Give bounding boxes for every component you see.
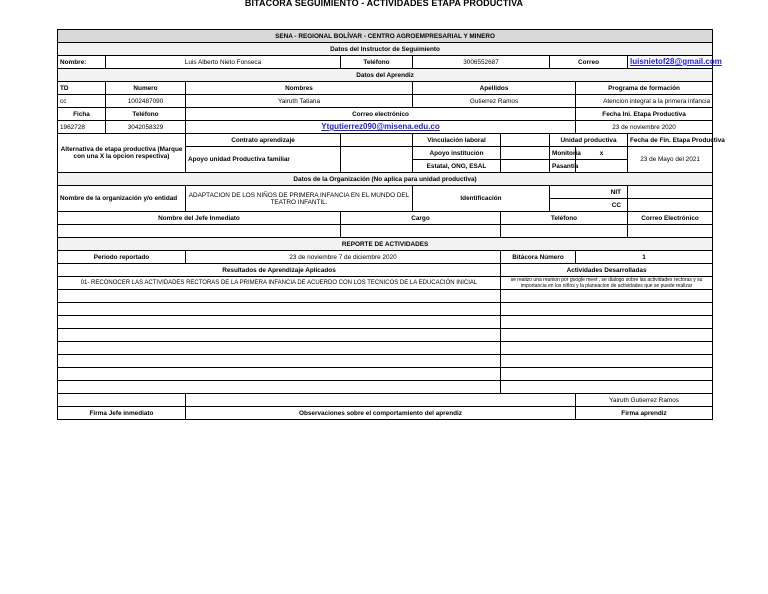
vinculacion-label: Vinculación laboral <box>413 134 501 147</box>
td-label: TD <box>58 82 106 95</box>
apellidos-value: Gutierrez Ramos <box>413 95 576 108</box>
apoyo-institucion-check[interactable] <box>501 147 550 160</box>
section-instructor: Datos del Instructor de Seguimiento <box>58 43 713 56</box>
section-aprendiz: Datos del Aprendiz <box>58 69 713 82</box>
table-row <box>58 342 713 355</box>
numero-value: 1002487090 <box>106 95 186 108</box>
aprendiz-phone: 3042058329 <box>106 121 186 134</box>
cargo-label: Cargo <box>341 212 501 225</box>
table-row <box>58 316 713 329</box>
instructor-phone: 3006552687 <box>413 56 550 69</box>
instructor-email-label: Correo <box>550 56 628 69</box>
estatal-check[interactable] <box>501 160 550 173</box>
observaciones-area <box>186 394 576 407</box>
monitoria-label: Monitoria <box>550 147 576 160</box>
apellidos-label: Apellidos <box>413 82 576 95</box>
instructor-name: Luis Alberto Nieto Fonseca <box>106 56 341 69</box>
resultados-label: Resultados de Aprendizaje Aplicados <box>58 264 501 277</box>
periodo-label: Periodo reportado <box>58 251 186 264</box>
nombres-label: Nombres <box>186 82 413 95</box>
org-name-value: ADAPTACION DE LOS NIÑOS DE PRIMERA INFANCIA EN EL MUNDO DEL TEATRO INFANTIL. <box>186 186 413 212</box>
table-row <box>58 290 713 303</box>
table-row <box>58 381 713 394</box>
table-row <box>58 355 713 368</box>
firma-jefe-area <box>58 394 186 407</box>
pasantia-label: Pasantía <box>550 160 576 173</box>
bitacora-form <box>57 29 725 420</box>
instructor-name-label: Nombre: <box>58 56 106 69</box>
jefe-label: Nombre del Jefe Inmediato <box>58 212 341 225</box>
fecha-ini-value: 23 de noviembre 2020 <box>576 121 713 134</box>
apoyo-familiar-label: Apoyo unidad Productiva familiar <box>186 147 341 173</box>
periodo-value: 23 de noviembre 7 de diciembre 2020 <box>186 251 501 264</box>
contrato-label: Contrato aprendizaje <box>186 134 341 147</box>
firma-aprendiz-label: Firma aprendiz <box>576 407 713 420</box>
ficha-value: 1962728 <box>58 121 106 134</box>
actividad-1: se realizo una reunion por google meet , se dialogo sobre las actividades rectoras y su importancia en los niños y la planeacion de actividades que se puede realizar <box>501 277 713 290</box>
cc-label: CC <box>550 199 628 212</box>
instructor-phone-label: Teléfono <box>341 56 413 69</box>
resultado-1: 01- RECONOCER LAS ACTIVIDADES RECTORAS DE LA PRIMERA INFANCIA DE ACUERDO CON LOS TECNICOS DE LA EDUCACIÓN INICIAL <box>58 277 501 290</box>
table-row <box>58 303 713 316</box>
actividades-label: Actividades Desarrolladas <box>501 264 713 277</box>
vinculacion-check[interactable] <box>501 134 550 147</box>
numero-label: Numero <box>106 82 186 95</box>
aprendiz-email-link[interactable]: Ytgutierrez090@misena.edu.co <box>321 122 440 131</box>
td-value: cc <box>58 95 106 108</box>
ficha-label: Ficha <box>58 108 106 121</box>
document-title: BITACORA SEGUIMIENTO - ACTIVIDADES ETAPA PRODUCTIVA <box>244 0 524 8</box>
cc-value <box>628 199 713 212</box>
apoyo-familiar-check[interactable] <box>341 147 413 173</box>
org-phone-value <box>501 225 628 238</box>
observaciones-label: Observaciones sobre el comportamiento del aprendiz <box>186 407 576 420</box>
bitacora-label: Bitácora Número <box>501 251 576 264</box>
nit-label: NIT <box>550 186 628 199</box>
estatal-label: Estatal, ONG, ESAL <box>413 160 501 173</box>
bitacora-value: 1 <box>576 251 713 264</box>
apoyo-institucion-label: Apoyo institución <box>413 147 501 160</box>
alternativa-label: Alternativa de etapa productiva (Marque con una X la opcion respectiva) <box>58 134 186 173</box>
instructor-email-link[interactable]: luisnietof28@gmail.com <box>630 57 722 66</box>
programa-value: Atencion integral a la primera infancia <box>576 95 713 108</box>
section-reporte: REPORTE DE ACTIVIDADES <box>58 238 713 251</box>
aprendiz-phone-label: Teléfono <box>106 108 186 121</box>
nit-value <box>628 186 713 199</box>
pasantia-check[interactable] <box>576 160 628 173</box>
aprendiz-email-label: Correo electrónico <box>186 108 576 121</box>
unidad-productiva-mark[interactable]: x <box>576 147 628 160</box>
org-email-label: Correo Electrónico <box>628 212 713 225</box>
firma-aprendiz-nombre: Yairuth Gutierrez Ramos <box>576 394 713 407</box>
unidad-productiva-label: Unidad productiva <box>550 134 628 147</box>
nombres-value: Yairuth Tatiana <box>186 95 413 108</box>
programa-label: Programa de formación <box>576 82 713 95</box>
cargo-value <box>341 225 501 238</box>
org-name-label: Nombre de la organización y/o entidad <box>58 186 186 212</box>
fecha-ini-label: Fecha Ini. Etapa Productiva <box>576 108 713 121</box>
org-phone-label: Teléfono <box>501 212 628 225</box>
identificacion-label: Identificación <box>413 186 550 212</box>
fecha-fin-label: Fecha de Fin. Etapa Productiva <box>628 134 713 147</box>
fecha-fin-value: 23 de Mayo del 2021 <box>628 147 713 173</box>
table-row <box>58 329 713 342</box>
contrato-check[interactable] <box>341 134 413 147</box>
org-email-value <box>628 225 713 238</box>
jefe-value <box>58 225 341 238</box>
table-row <box>58 368 713 381</box>
firma-jefe-label: Firma Jefe inmediato <box>58 407 186 420</box>
header-title: SENA - REGIONAL BOLÍVAR - CENTRO AGROEMPRESARIAL Y MINERO <box>58 30 713 43</box>
section-organizacion: Datos de la Organización (No aplica para unidad productiva) <box>58 173 713 186</box>
